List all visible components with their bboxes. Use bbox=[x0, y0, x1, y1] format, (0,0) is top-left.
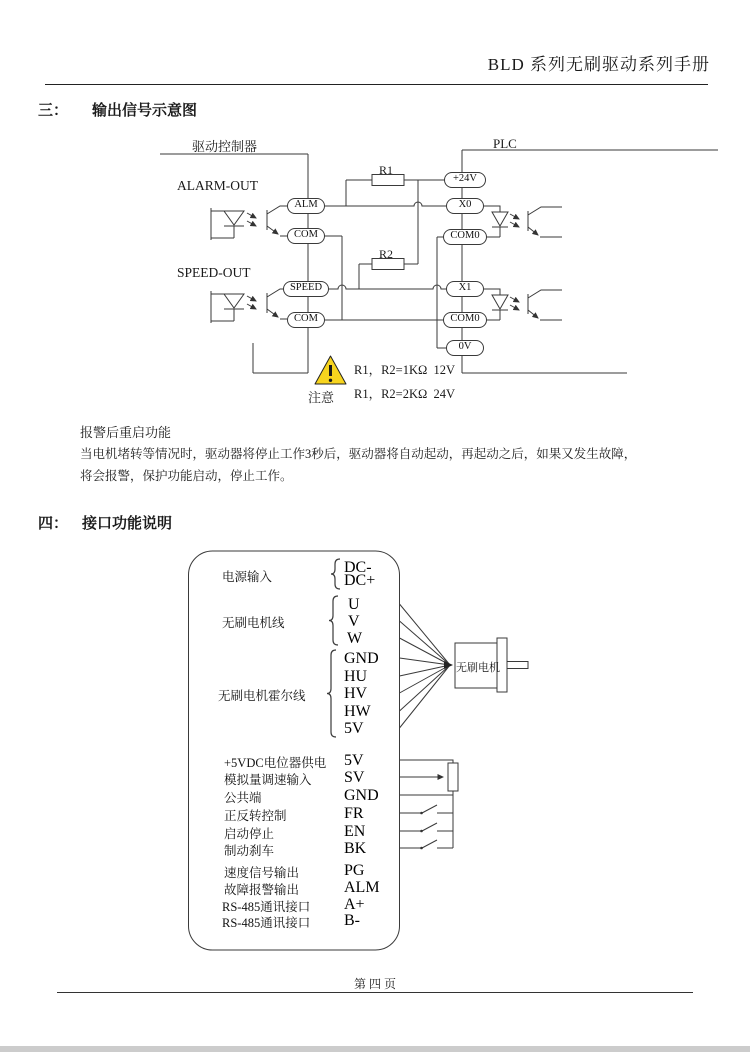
pin-w: W bbox=[347, 630, 363, 647]
row-pin-1: SV bbox=[344, 769, 365, 786]
row-pin-2: GND bbox=[344, 787, 379, 804]
pin-gnd-hall: GND bbox=[344, 650, 379, 667]
motor-wires bbox=[400, 604, 454, 728]
row-label-1: 模拟量调速输入 bbox=[224, 773, 312, 787]
row-label-7: 故障报警输出 bbox=[224, 883, 300, 897]
row-label-6: 速度信号输出 bbox=[224, 866, 300, 880]
row-pin-0: 5V bbox=[344, 752, 364, 769]
row-label-4: 启动停止 bbox=[224, 827, 275, 841]
pin-dc-minus: DC- bbox=[344, 559, 372, 576]
switch-icons bbox=[400, 795, 454, 849]
warning-icon bbox=[315, 356, 346, 384]
page-edge bbox=[0, 1046, 750, 1052]
controller-label: 驱动控制器 bbox=[192, 139, 258, 154]
group-label-power: 电源输入 bbox=[222, 570, 273, 584]
optocoupler-icon bbox=[211, 289, 287, 323]
r1-wires bbox=[346, 180, 445, 206]
alarm-out-label: ALARM-OUT bbox=[177, 178, 258, 193]
row-label-2: 公共端 bbox=[224, 791, 262, 805]
motor-label: 无刷电机 bbox=[456, 662, 500, 674]
caution-line-2: R1，R2=2KΩ 24V bbox=[354, 387, 456, 401]
pin-v: V bbox=[348, 613, 360, 630]
pin-dc-plus: DC+ bbox=[344, 572, 376, 589]
group-label-motor-wires: 无刷电机线 bbox=[222, 616, 285, 630]
row-label-0: +5VDC电位器供电 bbox=[224, 756, 327, 770]
r2-wires bbox=[359, 264, 418, 289]
row-label-9: RS-485通讯接口 bbox=[222, 916, 311, 930]
group-label-hall-wires: 无刷电机霍尔线 bbox=[218, 689, 306, 703]
caution-label: 注意 bbox=[308, 390, 335, 405]
restart-line-1: 当电机堵转等情况时，驱动器将停止工作3秒后，驱动器将自动起动，再起动之后，如果又发生故障， bbox=[80, 447, 637, 461]
row-pin-8: A+ bbox=[344, 896, 365, 913]
row-pin-5: BK bbox=[344, 840, 367, 857]
row-pin-6: PG bbox=[344, 862, 365, 879]
row-pin-3: FR bbox=[344, 805, 364, 822]
potentiometer-icon bbox=[400, 760, 459, 795]
r2-label: R2 bbox=[379, 247, 394, 261]
optocoupler-icon bbox=[484, 289, 562, 320]
pin-com0-2: COM0 bbox=[443, 312, 487, 328]
pin-x1: X1 bbox=[446, 281, 484, 297]
section4-number: 四： bbox=[38, 515, 69, 532]
r1-label: R1 bbox=[379, 163, 394, 177]
plc-label: PLC bbox=[493, 136, 517, 151]
caution-line-1: R1，R2=1KΩ 12V bbox=[354, 363, 456, 377]
speed-out-label: SPEED-OUT bbox=[177, 265, 251, 280]
header-rule bbox=[45, 84, 708, 85]
speed-x1-wire bbox=[327, 285, 446, 289]
pin-com-2: COM bbox=[287, 312, 325, 328]
optocoupler-icon bbox=[211, 206, 287, 240]
pin-speed: SPEED bbox=[283, 281, 329, 297]
row-label-5: 制动刹车 bbox=[224, 844, 275, 858]
alm-x0-wire bbox=[325, 202, 446, 206]
page-number: 第 四 页 bbox=[353, 977, 396, 991]
pin-com0-1: COM0 bbox=[443, 229, 487, 245]
plc-boundary bbox=[462, 150, 718, 373]
pin-0v: 0V bbox=[446, 340, 484, 356]
pin-u: U bbox=[348, 596, 360, 613]
pin-24v: +24V bbox=[444, 172, 486, 188]
pin-hu: HU bbox=[344, 668, 368, 685]
pin-hw: HW bbox=[344, 703, 371, 720]
row-pin-9: B- bbox=[344, 912, 360, 929]
com0-0v-wires bbox=[437, 237, 446, 348]
row-pin-7: ALM bbox=[344, 879, 380, 896]
pin-alm: ALM bbox=[287, 198, 325, 214]
section4-title: 接口功能说明 bbox=[82, 515, 173, 532]
footer-rule bbox=[57, 992, 693, 993]
optocoupler-icon bbox=[484, 206, 562, 237]
restart-title: 报警后重启功能 bbox=[80, 425, 172, 440]
section3-title: 输出信号示意图 bbox=[92, 102, 198, 119]
row-label-3: 正反转控制 bbox=[224, 809, 287, 823]
pin-x0: X0 bbox=[446, 198, 484, 214]
restart-line-2: 将会报警，保护功能启动，停止工作。 bbox=[80, 469, 293, 483]
page-title: BLD 系列无刷驱动系列手册 bbox=[487, 55, 710, 74]
brace-icon bbox=[327, 559, 340, 737]
section3-number: 三： bbox=[38, 102, 69, 119]
pin-5v-hall: 5V bbox=[344, 720, 364, 737]
pin-hv: HV bbox=[344, 685, 368, 702]
row-label-8: RS-485通讯接口 bbox=[222, 900, 311, 914]
row-pin-4: EN bbox=[344, 823, 366, 840]
pin-com-1: COM bbox=[287, 228, 325, 244]
